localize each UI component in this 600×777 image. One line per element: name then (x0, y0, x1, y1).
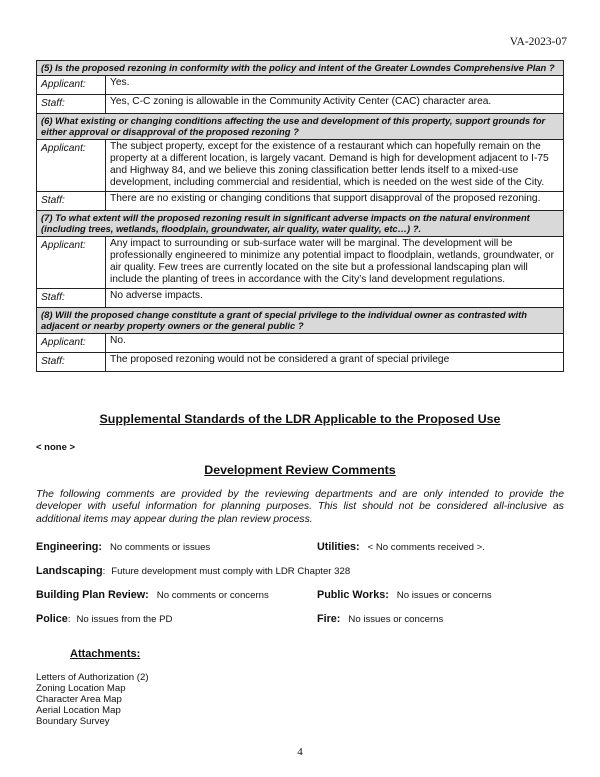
utilities-comment (317, 541, 485, 553)
building-plan-review-label: Building Plan Review: (36, 589, 149, 601)
applicant-row (37, 237, 564, 289)
staff-row (37, 289, 564, 308)
review-comments-intro: The following comments are provided by the reviewing departments and are only intended to provide the developer with useful information for planning purposes. This list should not be considered all-inclusive as additional items may appear during the plan review process. (36, 489, 564, 525)
public-works-label: Public Works: (317, 589, 389, 601)
landscaping-label: Landscaping (36, 565, 103, 577)
question-text: (5) Is the proposed rezoning in conformity with the policy and intent of the Greater Lowndes Comprehensive Plan ? (37, 61, 564, 76)
applicant-row (37, 140, 564, 192)
question-row (37, 114, 564, 140)
attachment-item: Character Area Map (36, 694, 122, 705)
attachment-item: Letters of Authorization (2) (36, 672, 149, 683)
page-number: 4 (297, 746, 303, 758)
review-comments-heading: Development Review Comments (204, 463, 396, 477)
landscaping-value: Future development must comply with LDR Chapter 328 (111, 566, 351, 577)
question-text: (7) To what extent will the proposed rezoning result in significant adverse impacts on the natural environment (including trees, wetlands, floodplain, groundwater, air quality, water quality, etc…) ?. (37, 211, 564, 237)
utilities-label: Utilities: (317, 541, 360, 553)
question-row (37, 308, 564, 334)
supplemental-standards-heading: Supplemental Standards of the LDR Applicable to the Proposed Use (99, 412, 501, 426)
building-plan-review-comment (36, 589, 269, 601)
attachment-item: Boundary Survey (36, 716, 110, 727)
building-plan-review-value: No comments or concerns (156, 590, 269, 601)
applicant-row (37, 334, 564, 353)
staff-label: Staff: (37, 353, 106, 372)
fire-comment (317, 613, 443, 625)
staff-answer: Yes, C-C zoning is allowable in the Community Activity Center (CAC) character area. (106, 95, 564, 114)
police-comment: Police: No issues from the PD (36, 613, 173, 625)
engineering-label: Engineering: (36, 541, 102, 553)
landscaping-comment: Landscaping: Future development must comply with LDR Chapter 328 (36, 565, 351, 577)
applicant-answer: Any impact to surrounding or sub-surface water will be marginal. The development will be professionally engineered to minimize any potential impact to floodplain, wetlands, groundwater, or air quality. Few trees are currently located on the site but a professional landscaping plan will include the planting of trees in accordance with the City’s land development regulations. (106, 237, 564, 289)
question-text: (6) What existing or changing conditions affecting the use and development of this property, support grounds for either approval or disapproval of the proposed rezoning ? (37, 114, 564, 140)
staff-label: Staff: (37, 289, 106, 308)
document-id: VA-2023-07 (509, 36, 567, 48)
supplemental-standards-value: < none > (36, 442, 76, 453)
attachment-item: Aerial Location Map (36, 705, 121, 716)
staff-label: Staff: (37, 95, 106, 114)
question-row (37, 211, 564, 237)
public-works-value: No issues or concerns (396, 590, 492, 601)
engineering-comment (36, 541, 210, 553)
staff-row (37, 192, 564, 211)
applicant-label: Applicant: (37, 76, 106, 95)
staff-row (37, 95, 564, 114)
rezoning-criteria-table (36, 60, 564, 372)
staff-answer: There are no existing or changing conditions that support disapproval of the proposed rezoning. (106, 192, 564, 211)
applicant-answer: The subject property, except for the existence of a restaurant which can hopefully remain on the property at a different location, is largely vacant. Demand is high for development adjacent to I-75 and Highway 84, and we believe this zoning classification better lends itself to a mixed-use development, including commercial and residential, which is needed on the west side of the City. (106, 140, 564, 192)
applicant-label: Applicant: (37, 334, 106, 353)
attachments-heading: Attachments: (70, 648, 141, 660)
applicant-answer: No. (106, 334, 564, 353)
public-works-comment (317, 589, 492, 601)
attachment-item: Zoning Location Map (36, 683, 126, 694)
police-label: Police (36, 613, 68, 625)
applicant-label: Applicant: (37, 237, 106, 289)
attachments-list (36, 672, 149, 727)
staff-answer: No adverse impacts. (106, 289, 564, 308)
question-row (37, 61, 564, 76)
staff-answer: The proposed rezoning would not be considered a grant of special privilege (106, 353, 564, 372)
fire-label: Fire: (317, 613, 341, 625)
police-value: No issues from the PD (76, 614, 173, 625)
staff-label: Staff: (37, 192, 106, 211)
applicant-row (37, 76, 564, 95)
applicant-label: Applicant: (37, 140, 106, 192)
utilities-value: < No comments received >. (367, 542, 485, 553)
staff-row (37, 353, 564, 372)
applicant-answer: Yes. (106, 76, 564, 95)
fire-value: No issues or concerns (348, 614, 444, 625)
question-text: (8) Will the proposed change constitute a grant of special privilege to the individual owner as contrasted with adjacent or nearby property owners or the general public ? (37, 308, 564, 334)
engineering-value: No comments or issues (109, 542, 211, 553)
